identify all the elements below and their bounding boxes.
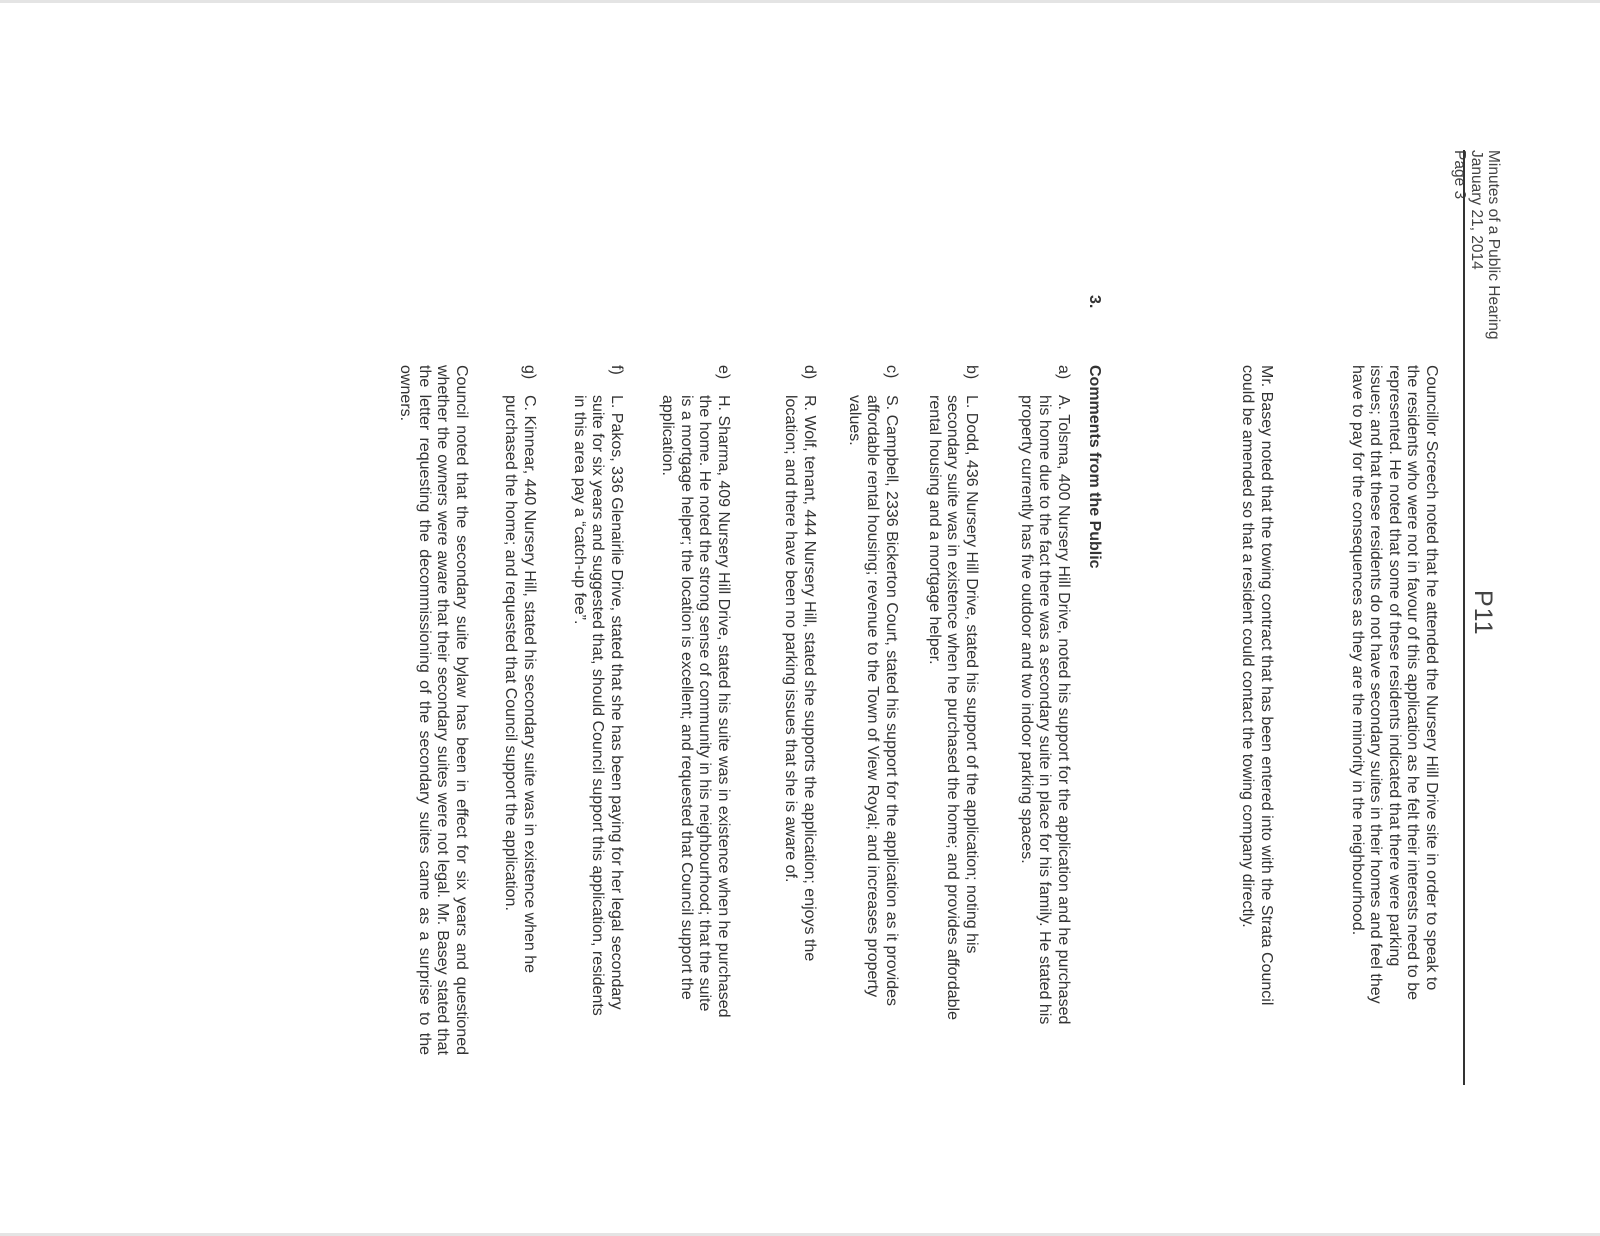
list-item-label: a) — [1055, 365, 1072, 380]
list-item-label: d) — [801, 365, 818, 380]
section-number: 3. — [1086, 295, 1103, 309]
list-item-label: g) — [521, 365, 538, 380]
list-item-label: c) — [883, 365, 900, 379]
closing-paragraph: Council noted that the secondary suite bylaw has been in effect for six years and questioned whether the owners were aware that their secondary suites were not legal. Mr. Basey stated that the letter requesting the decommissioning of the secondary suites came as a surprise to the owners. — [397, 365, 470, 1055]
list-item — [570, 365, 626, 1025]
list-item-text: A. Tolsma, 400 Nursery Hill Drive, noted his support for the application and he purchased his home due to the fact there was a secondary suite in place for his family. He stated his property currently has five outdoor and two indoor parking spaces. — [1018, 395, 1072, 1025]
list-item — [1017, 365, 1073, 1025]
list-item — [845, 365, 901, 1025]
list-item-label: f) — [608, 365, 625, 375]
list-item-text: S. Campbell, 2336 Bickerton Court, stated his support for the application as it provides affordable rental housing; revenue to the Town of View Royal; and increases property values. — [846, 395, 900, 1006]
list-item-text: L. Pakos, 336 Glenairlie Drive, stated that she has been paying for her legal secondary suite for six years and suggested that, should Council support this application, residents in this area pay a “catch-up fee”. — [571, 395, 625, 1016]
list-item-label: b) — [963, 365, 980, 380]
list-item — [501, 365, 538, 1025]
header-page-number: Page 3 — [1451, 150, 1468, 200]
intro-paragraph-2: Mr. Basey noted that the towing contract that has been entered into with the Strata Council could be amended so that a resident could contact the towing company directly. — [1239, 365, 1275, 1006]
list-item — [925, 365, 981, 1025]
list-item-text: R. Wolf, tenant, 444 Nursery Hill, stated she supports the application; enjoys the location; and there have been no parking issues that she is aware of. — [782, 395, 818, 962]
header-block — [1451, 150, 1502, 340]
scan-edge-top — [0, 0, 1600, 3]
intro-paragraph-1: Councillor Screech noted that he attended the Nursery Hill Drive site in order to speak to the residents who were not in favour of this application as he felt their interests need to be represented. He noted that some of these residents indicated that there were parking issues; and that these residents do not have secondary suites in their homes and feel they have to pay for the consequences as they are the minority in the neighbourhood. — [1349, 365, 1440, 1004]
page-code: P11 — [1469, 590, 1497, 636]
list-item-text: H. Sharma, 409 Nursery Hill Drive, stated his suite was in existence when he purchased the home. He noted the strong sense of community in his neighbourhood; that the suite is a mortgage helper; the location is excellent; and requested that Council support the application. — [659, 395, 732, 1018]
header-title: Minutes of a Public Hearing — [1485, 150, 1502, 340]
list-item-text: C. Kinnear, 440 Nursery Hill, stated his secondary suite was in existence when he purchased the home; and requested that Council support the application. — [502, 395, 538, 974]
section-title: Comments from the Public — [1086, 365, 1103, 569]
list-item-label: e) — [715, 365, 732, 380]
list-item — [781, 365, 818, 1025]
header-rule — [1463, 150, 1465, 1085]
list-item — [658, 365, 732, 1025]
header-date: January 21, 2014 — [1468, 150, 1485, 270]
list-item-text: L. Dodd, 436 Nursery Hill Drive, stated his support of the application; noting his secondary suite was in existence when he purchased the home; and provides affordable rental housing and a mortgage helper. — [926, 395, 980, 1020]
